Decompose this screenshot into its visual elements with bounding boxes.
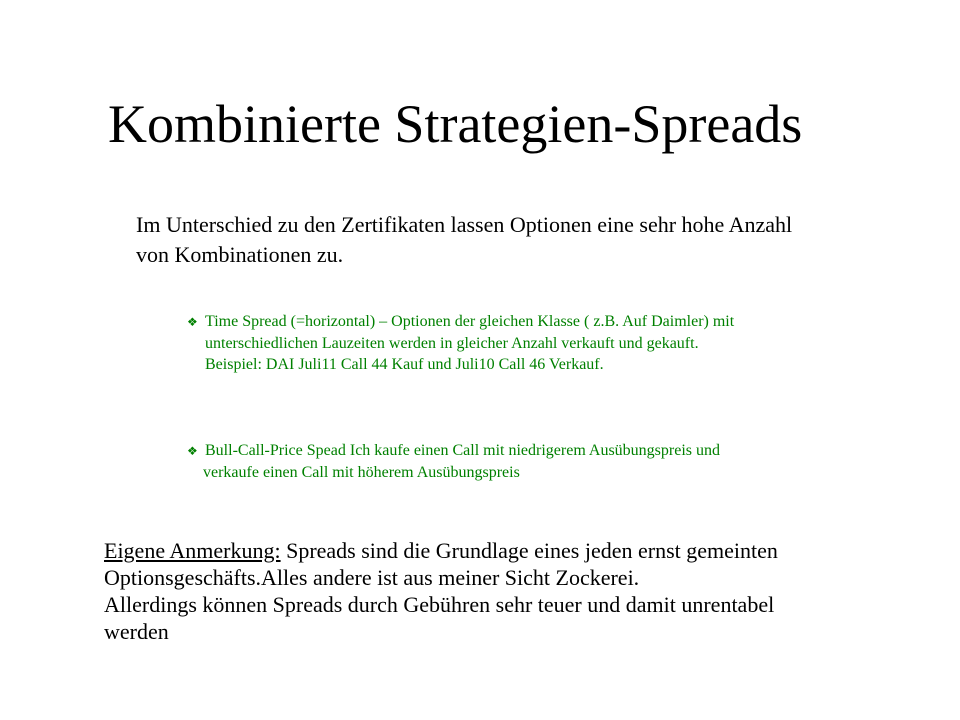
diamond-bullet-icon: ❖ (187, 444, 198, 458)
note-line-3: Allerdings können Spreads durch Gebühren sehr teuer und damit unrentabel (104, 592, 775, 617)
note-line-1 (104, 537, 944, 564)
slide-title: Kombinierte Strategien-Spreads (108, 94, 803, 154)
bullet-line: verkaufe einen Call mit höherem Ausübungspreis (203, 464, 520, 481)
bullet-line: Beispiel: DAI Juli11 Call 44 Kauf und Juli10 Call 46 Verkauf. (205, 356, 604, 373)
note-line-4: werden (104, 619, 169, 644)
bullet-line (187, 440, 887, 462)
intro-line-2: von Kombinationen zu. (136, 242, 344, 267)
intro-paragraph (136, 210, 946, 270)
diamond-bullet-icon: ❖ (187, 315, 198, 329)
note-text: Spreads sind die Grundlage eines jeden ernst gemeinten (280, 538, 778, 563)
bullet-text: Time Spread (=horizontal) – Optionen der gleichen Klasse ( z.B. Auf Daimler) mit (205, 313, 735, 330)
note-line-2: Optionsgeschäfts.Alles andere ist aus meiner Sicht Zockerei. (104, 565, 640, 590)
bullet-bull-call-spread (187, 440, 887, 483)
bullet-text: Bull-Call-Price Spead Ich kaufe einen Call mit niedrigerem Ausübungspreis und (205, 442, 720, 459)
intro-line-1: Im Unterschied zu den Zertifikaten lassen Optionen eine sehr hohe Anzahl (136, 212, 793, 237)
bullet-line (187, 311, 887, 333)
note-label: Eigene Anmerkung: (104, 538, 281, 563)
bullet-time-spread (187, 311, 887, 375)
note-paragraph (104, 537, 944, 645)
bullet-line: unterschiedlichen Lauzeiten werden in gleicher Anzahl verkauft und gekauft. (205, 335, 699, 352)
